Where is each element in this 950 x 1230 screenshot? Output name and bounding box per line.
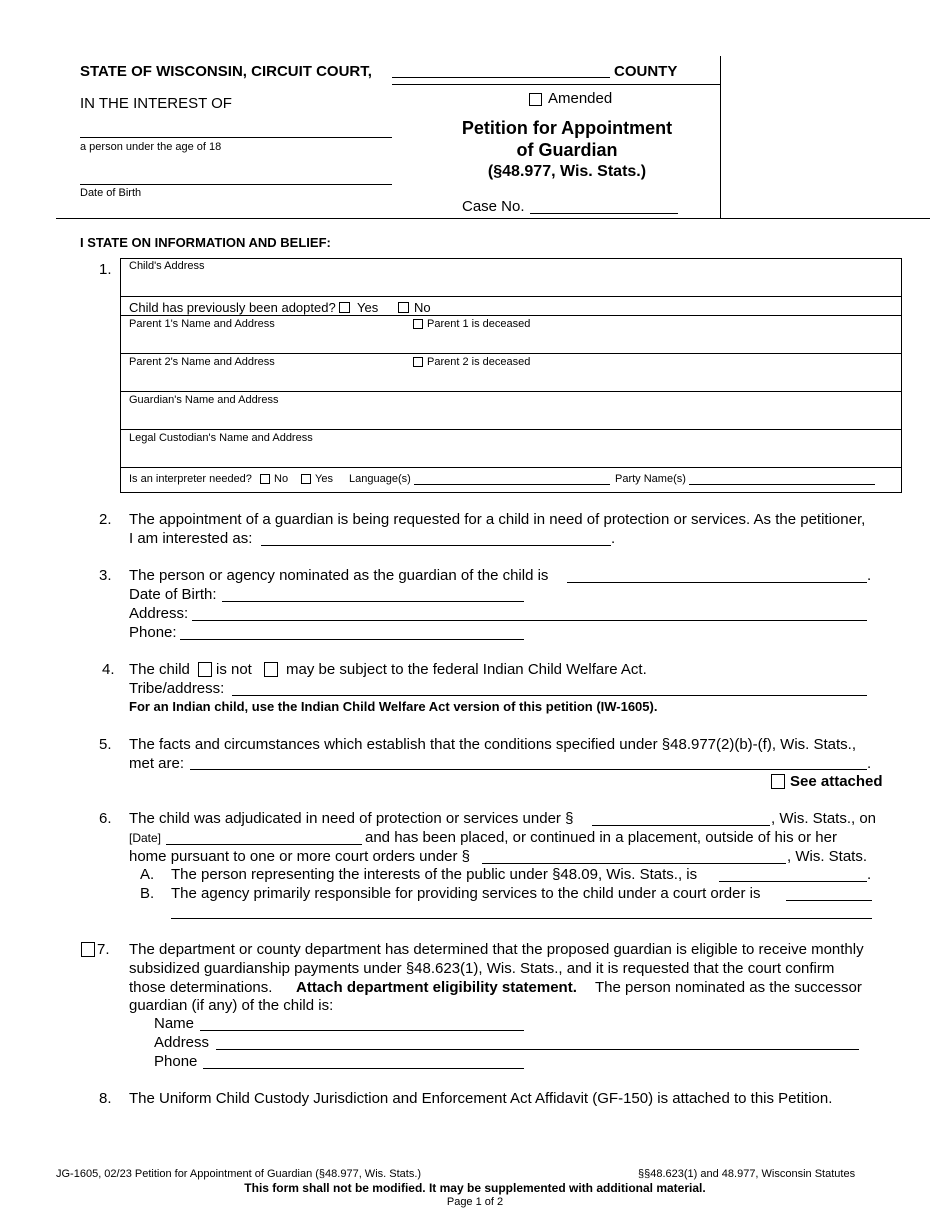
table-rule — [120, 315, 902, 316]
item-7-line3c: The person nominated as the successor — [595, 979, 862, 996]
amended-label: Amended — [548, 90, 613, 107]
guardian-address-field[interactable] — [192, 620, 867, 621]
child-name-field[interactable] — [80, 137, 392, 138]
court-order-statute-field[interactable] — [482, 863, 786, 864]
table-rule — [120, 429, 902, 430]
parent-2-deceased-label: Parent 2 is deceased — [427, 356, 531, 368]
responsible-agency-field[interactable] — [786, 900, 872, 901]
item-7-line1: The department or county department has determined that the proposed guardian is eligible to receive monthly — [129, 941, 864, 958]
table-rule — [120, 296, 902, 297]
party-name-field[interactable] — [689, 484, 875, 485]
guardian-address-label: Address: — [129, 605, 189, 622]
item-5-number: 5. — [99, 736, 112, 753]
icwa-is-not-label: is not — [216, 661, 252, 678]
form-title-line1: Petition for Appointment — [461, 118, 673, 138]
item-6a-text: The person representing the interests of the public under §48.09, Wis. Stats., is — [171, 866, 698, 883]
item-5-text: The facts and circumstances which establish that the conditions specified under §48.977(2)(b)-(f), Wis. Stats., — [129, 736, 857, 753]
item-7-number: 7. — [97, 941, 110, 958]
see-attached-label: See attached — [790, 773, 883, 790]
item-7-line2: subsidized guardianship payments under §48.623(1), Wis. Stats., and it is requested that the court confirm — [129, 960, 835, 977]
successor-address-field[interactable] — [216, 1049, 859, 1050]
language-label: Language(s) — [349, 473, 411, 485]
item-7-checkbox[interactable] — [81, 942, 95, 957]
statutes-reference: §§48.623(1) and 48.977, Wisconsin Statutes — [638, 1168, 856, 1180]
item-6b-label: B. — [140, 885, 155, 902]
parent-2-deceased-checkbox[interactable] — [413, 357, 423, 367]
adjudication-date-field[interactable] — [166, 844, 362, 845]
county-field[interactable] — [392, 77, 610, 78]
item-6-text-a: The child was adjudicated in need of protection or services under § — [129, 810, 574, 827]
item-1-number: 1. — [99, 261, 112, 278]
case-number-field[interactable] — [530, 213, 678, 214]
amended-checkbox[interactable] — [529, 93, 542, 106]
language-field[interactable] — [414, 484, 610, 485]
petitioner-interest-field[interactable] — [261, 545, 611, 546]
facts-circumstances-field[interactable] — [190, 769, 867, 770]
successor-phone-field[interactable] — [203, 1068, 524, 1069]
information-belief-heading: I STATE ON INFORMATION AND BELIEF: — [80, 235, 331, 250]
form-title-statute: (§48.977, Wis. Stats.) — [487, 163, 647, 180]
guardian-dob-label: Date of Birth: — [129, 586, 217, 603]
guardian-phone-label: Phone: — [129, 624, 177, 641]
guardian-phone-field[interactable] — [180, 639, 524, 640]
period: . — [867, 755, 872, 772]
item-3-number: 3. — [99, 567, 112, 584]
item-4-text-a: The child — [129, 661, 190, 678]
adopted-no-label: No — [414, 300, 431, 315]
adopted-yes-label: Yes — [357, 300, 379, 315]
interpreter-no-checkbox[interactable] — [260, 474, 270, 484]
date-of-birth-label: Date of Birth — [80, 187, 142, 199]
adopted-yes-checkbox[interactable] — [339, 302, 350, 313]
item-2-number: 2. — [99, 511, 112, 528]
item-3-text: The person or agency nominated as the guardian of the child is — [129, 567, 549, 584]
icwa-may-be-label: may be subject to the federal Indian Child Welfare Act. — [286, 661, 647, 678]
item-6-text-b: , Wis. Stats., on — [771, 810, 877, 827]
item-6a-label: A. — [140, 866, 155, 883]
date-bracket-label: [Date] — [129, 831, 162, 845]
item-7-attach-instruction: Attach department eligibility statement. — [296, 979, 577, 996]
child-address-label: Child's Address — [129, 260, 205, 272]
item-4-number: 4. — [102, 661, 115, 678]
table-rule — [120, 353, 902, 354]
nominated-guardian-field[interactable] — [567, 582, 867, 583]
parties-table — [120, 258, 902, 493]
item-8-number: 8. — [99, 1090, 112, 1107]
county-label: COUNTY — [614, 63, 678, 80]
item-6-order-text: home pursuant to one or more court orders under § — [129, 848, 471, 865]
item-6-number: 6. — [99, 810, 112, 827]
successor-address-label: Address — [154, 1034, 210, 1051]
chips-statute-field[interactable] — [592, 825, 770, 826]
person-under-18-label: a person under the age of 18 — [80, 141, 222, 153]
form-identifier: JG-1605, 02/23 Petition for Appointment of Guardian (§48.977, Wis. Stats.) — [56, 1168, 422, 1180]
table-rule — [120, 391, 902, 392]
table-rule — [120, 467, 902, 468]
item-6-placement-text: and has been placed, or continued in a placement, outside of his or her — [365, 829, 837, 846]
public-representative-field[interactable] — [719, 881, 867, 882]
custodian-label: Legal Custodian's Name and Address — [129, 432, 313, 444]
successor-name-field[interactable] — [200, 1030, 524, 1031]
icwa-note: For an Indian child, use the Indian Child Welfare Act version of this petition (IW-1605). — [129, 699, 658, 714]
period: . — [867, 866, 872, 883]
adopted-question: Child has previously been adopted? — [129, 300, 336, 315]
item-2-text: The appointment of a guardian is being requested for a child in need of protection or services. As the petitioner, — [129, 511, 866, 528]
parent-1-deceased-label: Parent 1 is deceased — [427, 318, 531, 330]
parent-1-label: Parent 1's Name and Address — [129, 318, 275, 330]
header-rule — [392, 84, 720, 85]
icwa-may-be-checkbox[interactable] — [264, 662, 278, 677]
item-8-text: The Uniform Child Custody Jurisdiction and Enforcement Act Affidavit (GF-150) is attached to this Petition. — [129, 1090, 833, 1107]
period: . — [611, 530, 616, 547]
item-6b-text: The agency primarily responsible for providing services to the child under a court order is — [171, 885, 761, 902]
tribe-address-label: Tribe/address: — [129, 680, 225, 697]
item-2-interest-label: I am interested as: — [129, 530, 253, 547]
party-name-label: Party Name(s) — [615, 473, 686, 485]
interpreter-no-label: No — [274, 473, 289, 485]
adopted-no-checkbox[interactable] — [398, 302, 409, 313]
successor-name-label: Name — [154, 1015, 195, 1032]
tribe-address-field[interactable] — [232, 695, 867, 696]
header-bottom-rule — [56, 218, 930, 219]
interpreter-yes-checkbox[interactable] — [301, 474, 311, 484]
item-7-line4: guardian (if any) of the child is: — [129, 997, 334, 1014]
interest-of-label: IN THE INTEREST OF — [80, 95, 232, 112]
item-7-line3a: those determinations. — [129, 979, 273, 996]
court-heading: STATE OF WISCONSIN, CIRCUIT COURT, — [80, 63, 372, 80]
interpreter-question: Is an interpreter needed? — [129, 473, 252, 485]
successor-phone-label: Phone — [154, 1053, 198, 1070]
item-6-order-suffix: , Wis. Stats. — [787, 848, 868, 865]
parent-1-deceased-checkbox[interactable] — [413, 319, 423, 329]
parent-2-label: Parent 2's Name and Address — [129, 356, 275, 368]
page-number: Page 1 of 2 — [446, 1196, 504, 1208]
case-number-label: Case No. — [462, 198, 525, 215]
see-attached-checkbox[interactable] — [771, 774, 785, 789]
item-5-met-label: met are: — [129, 755, 185, 772]
guardian-label: Guardian's Name and Address — [129, 394, 279, 406]
interpreter-yes-label: Yes — [315, 473, 333, 485]
responsible-agency-field-continued[interactable] — [171, 918, 872, 919]
form-title-line2: of Guardian — [516, 140, 618, 160]
modification-notice: This form shall not be modified. It may be supplemented with additional material. — [244, 1181, 706, 1195]
date-of-birth-field[interactable] — [80, 184, 392, 185]
icwa-is-not-checkbox[interactable] — [198, 662, 212, 677]
guardian-dob-field[interactable] — [222, 601, 524, 602]
period: . — [867, 567, 872, 584]
